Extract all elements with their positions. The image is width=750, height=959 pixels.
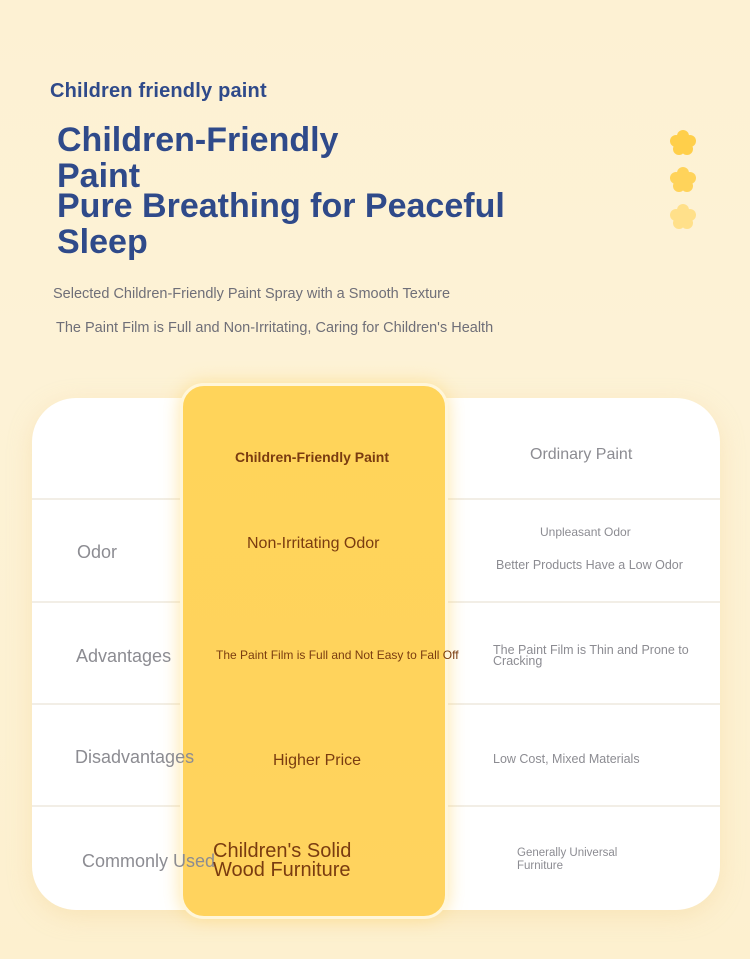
page-title	[57, 122, 517, 260]
flower-icon	[668, 128, 698, 158]
row-label-odor: Odor	[77, 542, 118, 562]
flower-decoration	[668, 128, 702, 239]
header-ordinary: Ordinary Paint	[530, 446, 633, 463]
title-line-2: Pure Breathing for Peaceful Sleep	[57, 187, 505, 261]
ordinary-odor-line1: Unpleasant Odor	[540, 525, 631, 539]
ordinary-odor-line2: Better Products Have a Low Odor	[496, 558, 683, 572]
highlight-disadvantages: Higher Price	[273, 752, 362, 769]
title-line-1: Children-Friendly Paint	[57, 121, 339, 195]
row-label-advantages: Advantages	[76, 646, 172, 666]
highlight-advantages: The Paint Film is Full and Not Easy to Fall Off	[216, 648, 459, 662]
flower-icon	[668, 165, 698, 195]
subtitle-2: The Paint Film is Full and Non-Irritating, Caring for Children's Health	[56, 320, 494, 336]
ordinary-disadvantages: Low Cost, Mixed Materials	[493, 752, 640, 766]
flower-icon	[668, 202, 698, 232]
highlight-odor: Non-Irritating Odor	[247, 535, 380, 552]
brand-label: Children friendly paint	[50, 80, 267, 102]
header-highlight: Children-Friendly Paint	[235, 449, 390, 465]
subtitle-1: Selected Children-Friendly Paint Spray with a Smooth Texture	[53, 286, 451, 302]
row-label-commonly-used: Commonly Used	[82, 851, 216, 871]
ordinary-advantages: The Paint Film is Thin and Prone to Cracking	[493, 643, 689, 668]
highlight-commonly-used: Children's Solid Wood Furniture	[213, 840, 352, 881]
row-label-disadvantages: Disadvantages	[75, 747, 195, 767]
ordinary-commonly-used: Generally Universal Furniture	[517, 847, 618, 872]
